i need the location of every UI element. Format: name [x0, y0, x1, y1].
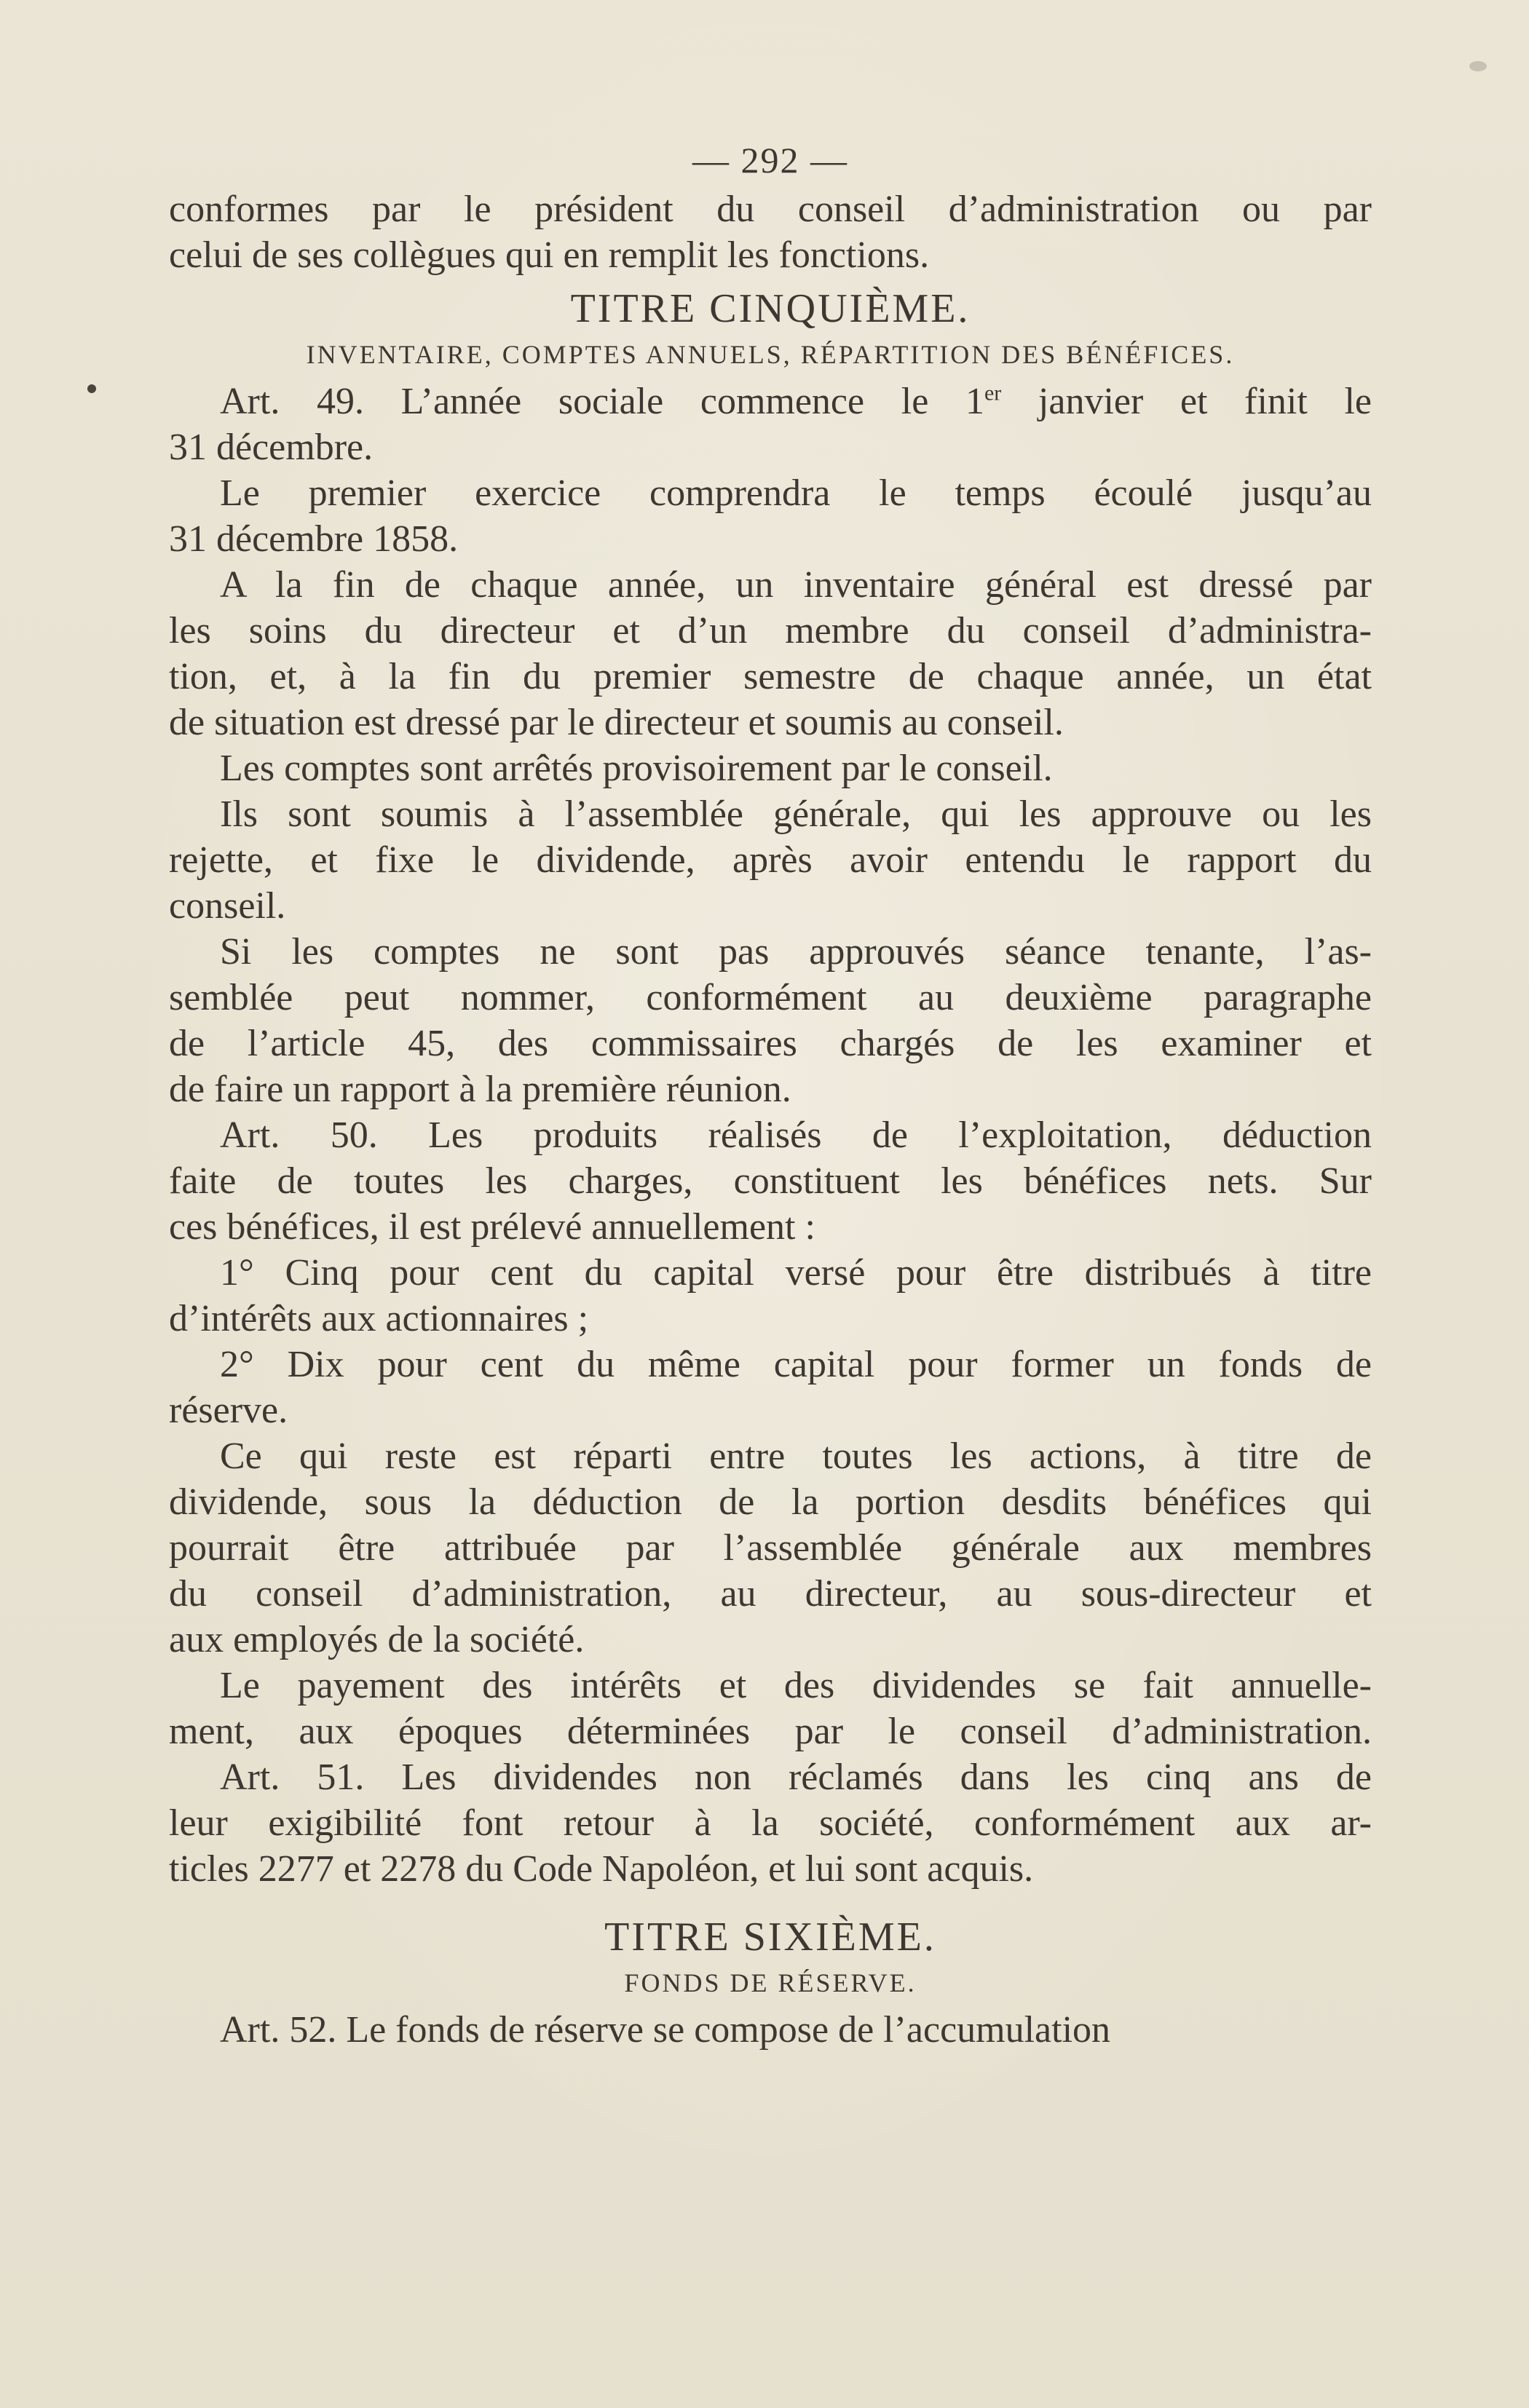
text-line: ment, aux époques déterminées par le conseil d’administration.	[169, 1711, 1372, 1752]
text-line: 31 décembre 1858.	[169, 518, 459, 560]
text-line: Les comptes sont arrêtés provisoirement par le conseil.	[220, 748, 1053, 789]
text-line: semblée peut nommer, conformément au deuxième paragraphe	[169, 977, 1372, 1018]
text-line: Art. 50. Les produits réalisés de l’exploitation, déduction	[220, 1114, 1372, 1156]
text-line: ticles 2277 et 2278 du Code Napoléon, et lui sont acquis.	[169, 1848, 1034, 1890]
text-line: ces bénéfices, il est prélevé annuellement :	[169, 1206, 815, 1248]
opening-lines	[169, 186, 1372, 278]
page-text	[169, 138, 1372, 2053]
text-line: réserve.	[169, 1390, 288, 1431]
titre-cinquieme-subheading: INVENTAIRE, COMPTES ANNUELS, RÉPARTITION DES BÉNÉFICES.	[306, 340, 1235, 369]
text-line: A la fin de chaque année, un inventaire général est dressé par	[220, 564, 1372, 606]
text-line: les soins du directeur et d’un membre du conseil d’administra-	[169, 610, 1372, 651]
text-line: celui de ses collègues qui en remplit les fonctions.	[169, 234, 930, 276]
text-line: conformes par le président du conseil d’administration ou par	[169, 189, 1372, 230]
text-line: Art. 51. Les dividendes non réclamés dans les cinq ans de	[220, 1757, 1372, 1798]
text-line: de situation est dressé par le directeur et soumis au conseil.	[169, 702, 1064, 743]
text-line: Ce qui reste est réparti entre toutes les actions, à titre de	[220, 1435, 1372, 1477]
text-line: Ils sont soumis à l’assemblée générale, qui les approuve ou les	[220, 793, 1372, 835]
text-line: aux employés de la société.	[169, 1619, 585, 1660]
text-line: pourrait être attribuée par l’assemblée générale aux membres	[169, 1527, 1372, 1569]
text-line: du conseil d’administration, au directeur, au sous-directeur et	[169, 1573, 1372, 1615]
paper-blemish	[1469, 61, 1487, 71]
text-line: 1° Cinq pour cent du capital versé pour être distribués à titre	[220, 1252, 1372, 1294]
text-line: dividende, sous la déduction de la portion desdits bénéfices qui	[169, 1481, 1372, 1523]
text-line: Le payement des intérêts et des dividendes se fait annuelle-	[220, 1665, 1372, 1706]
text-line: de faire un rapport à la première réunion.	[169, 1069, 791, 1110]
text-line: Si les comptes ne sont pas approuvés séance tenante, l’as-	[220, 931, 1372, 973]
ink-spot	[87, 384, 96, 393]
titre-sixieme-subheading: FONDS DE RÉSERVE.	[624, 1968, 917, 1997]
text-line: de l’article 45, des commissaires chargés de les examiner et	[169, 1023, 1372, 1064]
text-line: leur exigibilité font retour à la société, conformément aux ar-	[169, 1802, 1372, 1844]
text-line: conseil.	[169, 885, 286, 927]
page-number: — 292 —	[692, 140, 848, 181]
text-line: faite de toutes les charges, constituent les bénéfices nets. Sur	[169, 1160, 1372, 1202]
article-49-line: Art. 49. L’année sociale commence le 1er janvier et finit le	[220, 381, 1372, 422]
article-49	[169, 379, 1372, 470]
text-line: d’intérêts aux actionnaires ;	[169, 1298, 589, 1339]
titre-sixieme-heading: TITRE SIXIÈME.	[604, 1914, 936, 1960]
text-line: 2° Dix pour cent du même capital pour former un fonds de	[220, 1344, 1372, 1385]
article-52-line: Art. 52. Le fonds de réserve se compose de l’accumulation	[220, 2009, 1111, 2051]
body-text	[169, 470, 1372, 1892]
text-line: rejette, et fixe le dividende, après avoir entendu le rapport du	[169, 839, 1372, 881]
text-line: Le premier exercice comprendra le temps écoulé jusqu’au	[220, 472, 1372, 514]
article-49-line: 31 décembre.	[169, 427, 374, 468]
titre-cinquieme-heading: TITRE CINQUIÈME.	[570, 286, 971, 331]
text-line: tion, et, à la fin du premier semestre de chaque année, un état	[169, 656, 1372, 697]
